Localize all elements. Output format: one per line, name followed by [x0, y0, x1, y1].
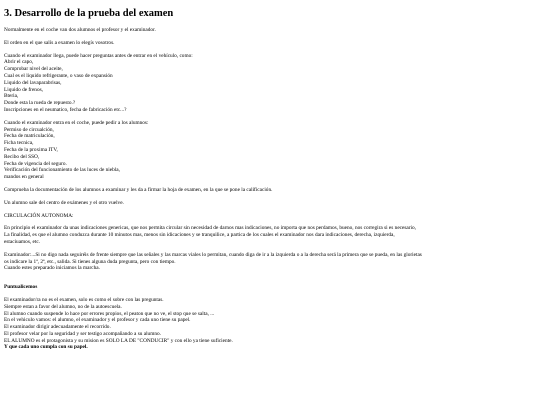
paragraph — [4, 225, 536, 245]
text-line: Fecha de la proxima ITV, — [4, 146, 58, 153]
text-line: Permiso de circualción, — [4, 126, 54, 133]
text-line: Abrir el capo, — [4, 59, 34, 66]
paragraph — [4, 40, 536, 47]
paragraph — [4, 213, 536, 220]
text-line: Examinador:...Si no digo nada seguiréis de frente siempre que las señales y las marcas viales lo permitan, cuando diga de ir a la izquierda o a la derecha será la primera que se pueda, en las glorietas — [4, 251, 422, 258]
text-line: Comprueba la documentación de los alumnos a examinar y les da a firmar la hoja de examen, en la que se pone la calificación. — [4, 186, 273, 193]
text-line: Liquido del lavaparabrisas, — [4, 79, 62, 86]
text-line: Verificación del funcionamiento de las luces de niebla, — [4, 167, 120, 174]
text-line: Bteria, — [4, 93, 19, 100]
text-line: Comprobar nivel del aceite, — [4, 66, 63, 73]
text-line: El orden en el que salís a examen lo elegís vosotros. — [4, 39, 115, 46]
section-body — [4, 297, 536, 351]
text-line: El alumno cuando suspende lo hace por errores propios, el peaton que no ve, el stop que se salta, ... — [4, 310, 215, 317]
text-line: Un alumno sale del centro de exámenes y el otro vuelve. — [4, 199, 124, 206]
page-title: 3. Desarrollo de la prueba del examen — [4, 8, 174, 19]
text-line: Cuando el examinador entra en el coche, puede pedir a los alumnos: — [4, 119, 149, 126]
text-line: Ficha tecnica, — [4, 140, 34, 147]
text-line: estaciuamos, etc. — [4, 238, 41, 245]
text-line: Fecha de matriculación, — [4, 133, 55, 140]
text-line: Normalmente en el coche van dos alumnos el profesor y el examinador. — [4, 27, 156, 33]
text-line: Siempre estan a favor del alumno, no de la autoescuela. — [4, 303, 122, 310]
text-line: Recibo del SSO, — [4, 153, 40, 160]
text-line: Liquido de frenos, — [4, 86, 43, 93]
paragraph — [4, 120, 536, 181]
paragraph — [4, 187, 536, 194]
text-line: CIRCULACIÓN AUTONOMA: — [4, 212, 74, 219]
section-heading: Puntualicemos — [4, 284, 38, 291]
text-line: os indicare la 1ª, 2ª, etc., salida. Si tienes alguna duda pregunta, pero con tiempo. — [4, 258, 176, 265]
closing-line: Y que cada uno cumpla con su papel. — [4, 344, 88, 351]
text-line: Donde esta la rueda de repuesto.? — [4, 100, 76, 107]
text-line: El examinador dirigir adecuadamente el recorrido. — [4, 324, 111, 331]
text-line: Inscripciones en el neumatico, fecha de fabricación etc...? — [4, 106, 127, 113]
document-body — [4, 27, 536, 351]
paragraph — [4, 27, 536, 34]
text-line: El profesor velar por la seguridad y ser testigo acompañando a su alumno. — [4, 330, 161, 337]
paragraph — [4, 252, 536, 272]
text-line: Cuando el examinador llega, puede hacer preguntas antes de entrar en el vehículo, como: — [4, 52, 193, 59]
text-line: En principio el examinador da unas indicaciones genericas, que nos permita circular sin necesidad de darnos mas indicaciones, no importa que nos perdamos, bueno, nos corregira si es necesario, — [4, 225, 416, 232]
text-line: En el vehiculo vamos: el alumno, el examinador y el profesor y cada uno tiene su papel. — [4, 317, 191, 324]
text-line: mandos en general — [4, 174, 44, 181]
text-line: Fecha de vigencia del seguro. — [4, 160, 67, 167]
text-line: Cuando estes preparado iniciamos la marcha. — [4, 265, 100, 272]
paragraph — [4, 53, 536, 114]
text-line: EL ALUMNO es el protagonista y su mision es SOLO LA DE "CONDUCIR" y con ello ya tiene suficiente. — [4, 337, 233, 344]
paragraph — [4, 200, 536, 207]
text-line: Cual es el liquido refrigerante, o vaso de expansión — [4, 72, 113, 79]
text-line: La finalidad, es que el alumno conduzca durante 10 minutos mas, menos sin idicaciones y se tranquilice, a partica de los cuales el examinador nos dara indicaciones, derecha, izquierda, — [4, 232, 395, 239]
text-line: El examinador/ra no es el examen, solo es como el sobre con las preguntas. — [4, 296, 164, 303]
